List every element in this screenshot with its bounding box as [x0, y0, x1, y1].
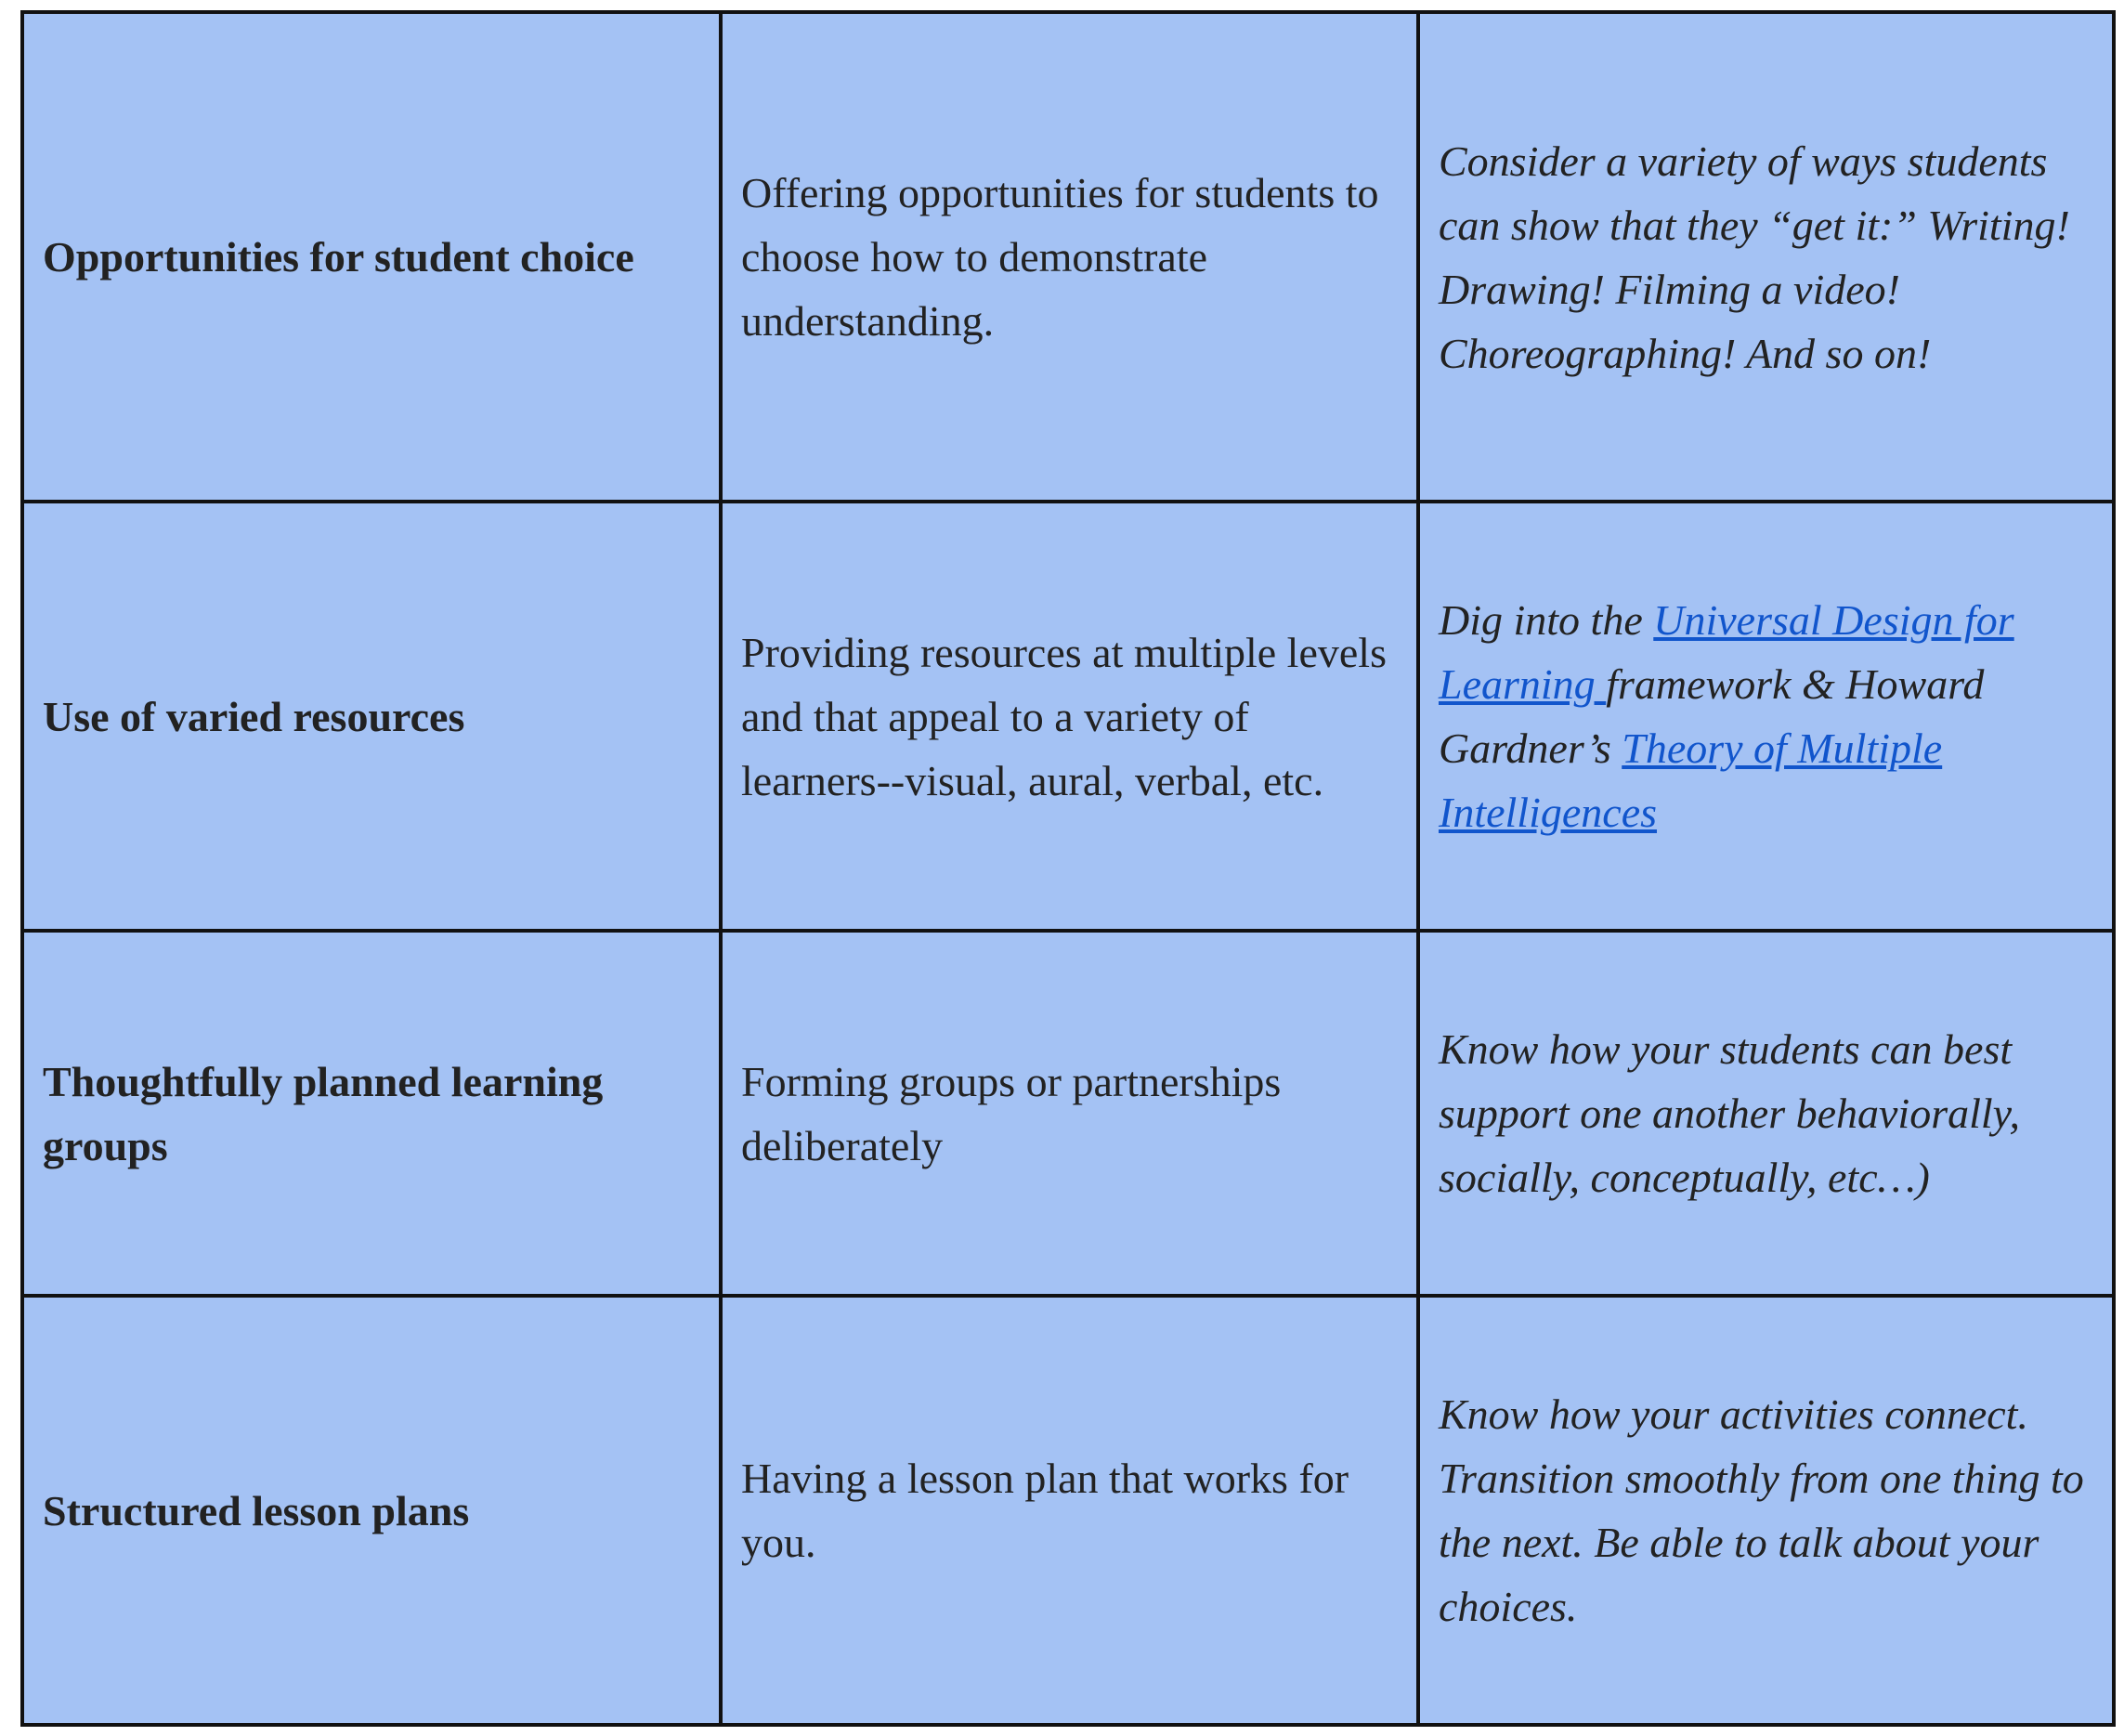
strategies-table — [20, 10, 2116, 1727]
tip-cell — [1418, 502, 2114, 931]
description-cell: Providing resources at multiple levels and that appeal to a variety of learners--visual, aural, verbal, etc. — [721, 502, 1418, 931]
udl-link[interactable]: Universal Design for Learning — [1439, 596, 2014, 708]
multiple-intelligences-link[interactable]: Theory of Multiple Intelligences — [1439, 724, 1943, 836]
description-cell: Having a lesson plan that works for you. — [721, 1296, 1418, 1725]
strategy-cell: Thoughtfully planned learning groups — [22, 931, 721, 1296]
table-row — [22, 931, 2114, 1296]
description-cell: Offering opportunities for students to choose how to demonstrate understanding. — [721, 12, 1418, 502]
tip-cell: Consider a variety of ways students can show that they “get it:” Writing! Drawing! Filming a video! Choreographing! And so on! — [1418, 12, 2114, 502]
tip-cell: Know how your activities connect. Transition smoothly from one thing to the next. Be able to talk about your choices. — [1418, 1296, 2114, 1725]
strategy-cell: Use of varied resources — [22, 502, 721, 931]
strategy-cell: Structured lesson plans — [22, 1296, 721, 1725]
tip-cell: Know how your students can best support one another behaviorally, socially, conceptually, etc…) — [1418, 931, 2114, 1296]
table-row — [22, 1296, 2114, 1725]
table-row — [22, 502, 2114, 931]
tip-text: Dig into the — [1439, 596, 1654, 644]
strategy-cell: Opportunities for student choice — [22, 12, 721, 502]
table-row — [22, 12, 2114, 502]
tip-text: framework & Howard Gardner’s — [1439, 660, 1985, 772]
description-cell: Forming groups or partnerships deliberately — [721, 931, 1418, 1296]
